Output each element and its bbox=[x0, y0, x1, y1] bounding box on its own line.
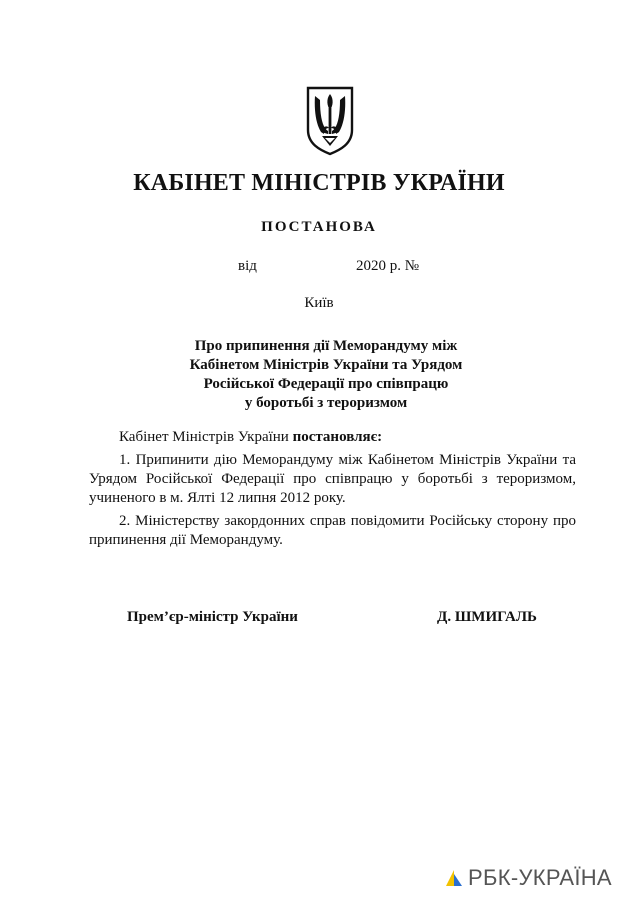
document-subject bbox=[150, 337, 502, 413]
paragraph-2: 2. Міністерству закордонних справ повідомити Російську сторону про припинення дії Меморандуму. bbox=[89, 513, 576, 548]
subject-line: Про припинення дії Меморандуму між bbox=[194, 338, 458, 354]
decree-lead: Кабінет Міністрів України bbox=[119, 429, 293, 445]
subject-line: у боротьбі з тероризмом bbox=[244, 395, 408, 411]
paragraph-1: 1. Припинити дію Меморандуму між Кабінетом Міністрів України та Урядом Російської Федерації про співпрацю у боротьбі з тероризмом, учиненого в м. Ялті 12 липня 2012 року. bbox=[89, 452, 576, 506]
city-name: Київ bbox=[304, 295, 334, 311]
subject-line: Кабінетом Міністрів України та Урядом bbox=[189, 357, 463, 373]
organization-title: КАБІНЕТ МІНІСТРІВ УКРАЇНИ bbox=[133, 170, 505, 196]
watermark-text: РБК-УКРАЇНА bbox=[468, 865, 612, 890]
signature-title: Прем’єр-міністр України bbox=[127, 609, 298, 625]
decree-keyword: постановляє: bbox=[292, 429, 383, 445]
document-type: ПОСТАНОВА bbox=[261, 219, 377, 235]
date-from-label: від bbox=[238, 258, 257, 274]
tryzub-coat-of-arms-icon bbox=[306, 86, 354, 156]
rbc-watermark bbox=[444, 864, 612, 892]
rbc-logo-icon bbox=[444, 868, 464, 888]
date-year-number: 2020 р. № bbox=[356, 258, 420, 274]
decree-statement bbox=[89, 428, 576, 447]
subject-line: Російської Федерації про співпрацю bbox=[203, 376, 449, 392]
signature-name: Д. ШМИГАЛЬ bbox=[437, 609, 537, 625]
